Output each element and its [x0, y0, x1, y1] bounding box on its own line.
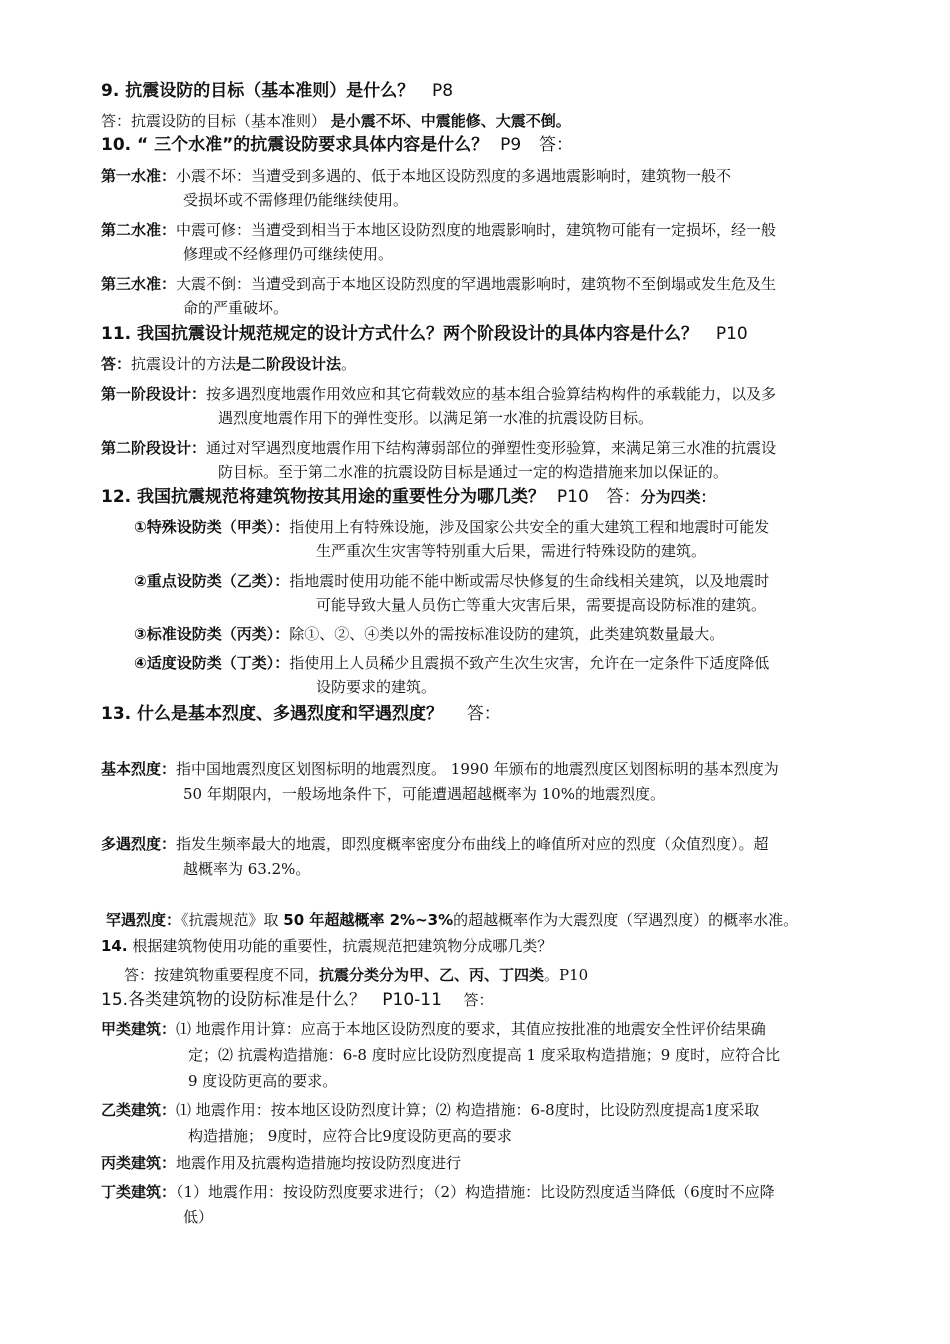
- q12-class-3-line1: 除①、②、④类以外的需按标准设防的建筑，此类建筑数量最大。: [289, 625, 725, 643]
- q13-rare-label: 罕遇烈度：: [106, 911, 182, 929]
- q12-class-2-line2: 可能导致大量人员伤亡等重大灾害后果，需要提高设防标准的建筑。: [316, 596, 767, 614]
- q13-basic-label: 基本烈度：: [101, 760, 177, 778]
- q13-title: [101, 703, 501, 725]
- q9-title: [101, 80, 453, 102]
- q11-stage-2-line2: 防目标。至于第二水准的抗震设防目标是通过一定的构造措施来加以保证的。: [218, 463, 729, 481]
- q10-item-3: [101, 273, 776, 295]
- q11-title: [101, 323, 748, 345]
- q14-answer: [124, 964, 588, 986]
- q10-item-3-line2: 命的严重破坏。: [183, 299, 289, 317]
- q9-title-text: 9. 抗震设防的目标（基本准则）是什么？: [101, 81, 415, 101]
- q11-title-text: 11. 我国抗震设计规范规定的设计方式什么？两个阶段设计的具体内容是什么？: [101, 324, 699, 344]
- q12-class-3-label: ③标准设防类（丙类）：: [134, 625, 290, 643]
- q10-item-3-line1: 大震不倒：当遭受到高于本地区设防烈度的罕遇地震影响时，建筑物不至倒塌或发生危及生: [176, 275, 777, 293]
- q15-class-d-line1: （1）地震作用：按设防烈度要求进行；（2）构造措施：比设防烈度适当降低（6度时不应降: [176, 1183, 775, 1201]
- q12-class-2-line1: 指地震时使用功能不能中断或需尽快修复的生命线相关建筑，以及地震时: [289, 572, 770, 590]
- q15-class-a-line2: 定；⑵ 抗震构造措施：6-8 度时应比设防烈度提高 1 度采取构造措施；9 度时，应符合比: [188, 1046, 781, 1064]
- q13-frequent: [101, 833, 769, 855]
- q12-class-2: [134, 570, 769, 592]
- q10-item-1-label: 第一水准：: [101, 167, 177, 185]
- q12-answer-label: 答：: [606, 487, 641, 507]
- q15-class-c-line1: 地震作用及抗震构造措施均按设防烈度进行: [176, 1154, 462, 1172]
- q10-item-1-line2: 受损坏或不需修理仍能继续使用。: [183, 191, 409, 209]
- q13-frequent-label: 多遇烈度：: [101, 835, 177, 853]
- q10-item-3-label: 第三水准：: [101, 275, 177, 293]
- q13-frequent-line2: 越概率为 63.2%。: [183, 860, 311, 878]
- q12-class-4: [134, 652, 769, 674]
- q10-title: [101, 134, 573, 156]
- q9-answer-prefix: 答：抗震设防的目标（基本准则）: [101, 112, 327, 130]
- q15-class-a-label: 甲类建筑：: [101, 1020, 177, 1038]
- q14-title: [101, 935, 552, 957]
- q10-item-2-label: 第二水准：: [101, 221, 177, 239]
- q13-rare-c: 的超越概率作为大震烈度（罕遇烈度）的概率水准。: [453, 911, 799, 929]
- q15-title-text: 15.各类建筑物的设防标准是什么？: [101, 990, 367, 1010]
- q15-class-c-label: 丙类建筑：: [101, 1154, 177, 1172]
- q11-stage-1-label: 第一阶段设计：: [101, 385, 207, 403]
- q12-class-1: [134, 516, 769, 538]
- q12-class-4-line1: 指使用上人员稀少且震损不致产生次生灾害，允许在一定条件下适度降低: [289, 654, 770, 672]
- q11-stage-2-label: 第二阶段设计：: [101, 439, 207, 457]
- q11-answer-text: 抗震设计的方法: [131, 355, 237, 373]
- q15-answer-label: 答：: [463, 991, 494, 1009]
- q12-class-3: [134, 623, 724, 645]
- q15-class-c: [101, 1152, 461, 1174]
- q13-rare-b: 50 年超越概率 2%~3%: [283, 911, 454, 929]
- q11-stage-1-line1: 按多遇烈度地震作用效应和其它荷载效应的基本组合验算结构构件的承载能力，以及多: [206, 385, 777, 403]
- q11-stage-1-line2: 遇烈度地震作用下的弹性变形。以满足第一水准的抗震设防目标。: [218, 409, 654, 427]
- q15-class-b-line2: 构造措施； 9度时，应符合比9度设防更高的要求: [188, 1127, 512, 1145]
- q13-title-text: 13. 什么是基本烈度、多遇烈度和罕遇烈度？: [101, 704, 444, 724]
- q13-rare-a: 《抗震规范》取: [181, 911, 284, 929]
- q14-answer-a: 答：按建筑物重要程度不同，: [124, 966, 320, 984]
- q15-class-d-label: 丁类建筑：: [101, 1183, 177, 1201]
- q15-title: [101, 989, 494, 1011]
- q11-stage-1: [101, 383, 776, 405]
- q15-class-b-line1: ⑴ 地震作用：按本地区设防烈度计算；⑵ 构造措施：6-8度时，比设防烈度提高1度采取: [176, 1101, 760, 1119]
- q12-class-4-label: ④适度设防类（丁类）：: [134, 654, 290, 672]
- q12-class-2-label: ②重点设防类（乙类）：: [134, 572, 290, 590]
- q10-title-text: 10. “ 三个水准”的抗震设防要求具体内容是什么？: [101, 135, 489, 155]
- q13-answer-label: 答：: [466, 704, 501, 724]
- q11-answer: [101, 353, 356, 375]
- q15-class-b-label: 乙类建筑：: [101, 1101, 177, 1119]
- q10-item-1: [101, 165, 731, 187]
- q10-item-2: [101, 219, 776, 241]
- q15-class-b: [101, 1099, 759, 1121]
- q14-title-num: 14.: [101, 937, 128, 955]
- q15-class-a-line1: ⑴ 地震作用计算：应高于本地区设防烈度的要求，其值应按批准的地震安全性评价结果确: [176, 1020, 766, 1038]
- q9-page-ref: P8: [431, 81, 454, 101]
- q11-stage-2: [101, 437, 776, 459]
- q15-class-a-line3: 9 度设防更高的要求。: [188, 1072, 338, 1090]
- q10-page-ref: P9: [500, 135, 522, 155]
- q11-answer-prefix: 答：: [101, 355, 132, 373]
- q11-page-ref: P10: [715, 324, 748, 344]
- q12-class-1-line2: 生严重次生灾害等特别重大后果，需进行特殊设防的建筑。: [316, 542, 707, 560]
- q15-page-ref: P10-11: [382, 990, 442, 1010]
- q10-answer-label: 答：: [539, 135, 573, 155]
- q12-page-ref: P10: [556, 487, 589, 507]
- q13-basic-line2: 50 年期限内，一般场地条件下，可能遭遇超越概率为 10%的地震烈度。: [183, 785, 665, 803]
- q11-stage-2-line1: 通过对罕遇烈度地震作用下结构薄弱部位的弹塑性变形验算，来满足第三水准的抗震设: [206, 439, 777, 457]
- q14-title-text: 根据建筑物使用功能的重要性，抗震规范把建筑物分成哪几类？: [127, 937, 553, 955]
- q10-item-2-line2: 修理或不经修理仍可继续使用。: [183, 245, 394, 263]
- q11-answer-end: 。: [341, 355, 357, 373]
- q12-title: [101, 486, 716, 508]
- q15-class-a: [101, 1018, 766, 1040]
- q13-frequent-line1: 指发生频率最大的地震，即烈度概率密度分布曲线上的峰值所对应的烈度（众值烈度）。超: [176, 835, 769, 853]
- q13-rare: [106, 909, 798, 931]
- q14-answer-bold: 抗震分类分为甲、乙、丙、丁四类: [319, 966, 545, 984]
- q14-answer-c: 。P10: [544, 966, 589, 984]
- q9-answer-bold: 是小震不坏、中震能修、大震不倒。: [330, 112, 571, 130]
- q12-answer-bold: 分为四类：: [640, 488, 716, 506]
- q12-title-text: 12. 我国抗震规范将建筑物按其用途的重要性分为哪几类？: [101, 487, 546, 507]
- q12-class-1-line1: 指使用上有特殊设施，涉及国家公共安全的重大建筑工程和地震时可能发: [289, 518, 770, 536]
- q13-basic: [101, 758, 779, 780]
- q15-class-d: [101, 1181, 775, 1203]
- q10-item-1-line1: 小震不坏：当遭受到多遇的、低于本地区设防烈度的多遇地震影响时，建筑物一般不: [176, 167, 732, 185]
- q11-answer-bold: 是二阶段设计法: [236, 355, 342, 373]
- q9-answer: [101, 110, 571, 132]
- q15-class-d-line2: 低）: [183, 1208, 214, 1226]
- q12-class-4-line2: 设防要求的建筑。: [316, 678, 437, 696]
- q13-basic-line1: 指中国地震烈度区划图标明的地震烈度。 1990 年颁布的地震烈度区划图标明的基本烈度为: [176, 760, 779, 778]
- q10-item-2-line1: 中震可修：当遭受到相当于本地区设防烈度的地震影响时，建筑物可能有一定损坏，经一般: [176, 221, 777, 239]
- q12-class-1-label: ①特殊设防类（甲类）：: [134, 518, 290, 536]
